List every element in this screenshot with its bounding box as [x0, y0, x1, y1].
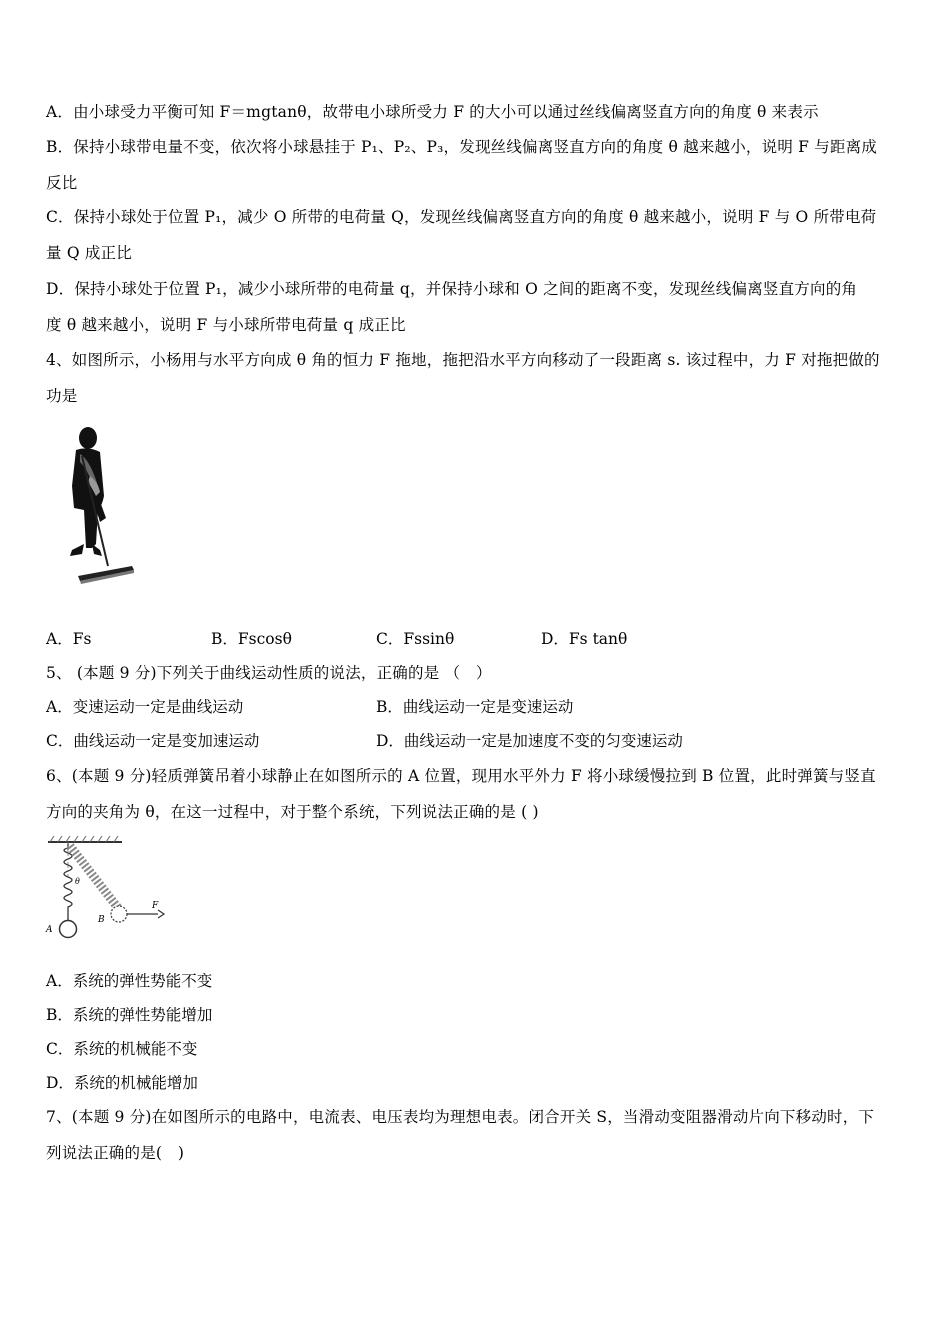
q6-option-b: B．系统的弹性势能增加	[46, 1006, 213, 1024]
q4-stem-cont: 功是	[46, 387, 78, 405]
q7-stem: 7、(本题 9 分)在如图所示的电路中，电流表、电压表均为理想电表。闭合开关 S，当滑动变阻器滑动片向下移动时，下	[46, 1108, 875, 1126]
q4-stem: 4、如图所示，小杨用与水平方向成 θ 角的恒力 F 拖地，拖把沿水平方向移动了一段距离 s. 该过程中，力 F 对拖把做的	[46, 351, 880, 369]
figure-label-a: A	[46, 925, 53, 935]
q4-option-a: A．Fs	[46, 630, 92, 648]
figure-label-theta: θ	[75, 877, 80, 886]
q6-stem: 6、(本题 9 分)轻质弹簧吊着小球静止在如图所示的 A 位置，现用水平外力 F 将小球缓慢拉到 B 位置，此时弹簧与竖直	[46, 767, 876, 785]
figure-label-b: B	[98, 915, 105, 925]
q4-option-b: B．Fscosθ	[211, 630, 292, 648]
q3-option-c-cont: 量 Q 成正比	[46, 244, 132, 262]
q6-option-d: D．系统的机械能增加	[46, 1074, 198, 1092]
q3-option-b: B．保持小球带电量不变，依次将小球悬挂于 P₁、P₂、P₃，发现丝线偏离竖直方向的角度 θ 越来越小，说明 F 与距离成	[46, 138, 878, 156]
q3-option-c: C．保持小球处于位置 P₁，减少 O 所带的电荷量 Q，发现丝线偏离竖直方向的角度 θ 越来越小，说明 F 与 O 所带电荷	[46, 208, 877, 226]
q7-stem-cont: 列说法正确的是( )	[46, 1144, 185, 1162]
q5-option-d: D．曲线运动一定是加速度不变的匀变速运动	[376, 732, 683, 750]
q6-stem-cont: 方向的夹角为 θ，在这一过程中，对于整个系统，下列说法正确的是 ( )	[46, 803, 539, 821]
q4-option-d: D．Fs tanθ	[541, 630, 628, 648]
q4-option-c: C．Fssinθ	[376, 630, 455, 648]
figure-label-f: F	[152, 901, 159, 911]
q3-option-d: D．保持小球处于位置 P₁，减少小球所带的电荷量 q，并保持小球和 O 之间的距离不变，发现丝线偏离竖直方向的角	[46, 280, 858, 298]
mopping-person-figure	[60, 426, 140, 588]
q3-option-b-cont: 反比	[46, 174, 78, 192]
q5-option-a: A．变速运动一定是曲线运动	[46, 698, 244, 716]
q6-option-a: A．系统的弹性势能不变	[46, 972, 213, 990]
spring-ball-figure	[42, 836, 167, 942]
q6-option-c: C．系统的机械能不变	[46, 1040, 198, 1058]
q3-option-d-cont: 度 θ 越来越小，说明 F 与小球所带电荷量 q 成正比	[46, 316, 406, 334]
q5-stem: 5、 (本题 9 分)下列关于曲线运动性质的说法，正确的是 （ ）	[46, 664, 492, 682]
q3-option-a: A．由小球受力平衡可知 F＝mgtanθ，故带电小球所受力 F 的大小可以通过丝线偏离竖直方向的角度 θ 来表示	[46, 103, 819, 121]
q5-option-c: C．曲线运动一定是变加速运动	[46, 732, 260, 750]
q5-option-b: B．曲线运动一定是变速运动	[376, 698, 574, 716]
